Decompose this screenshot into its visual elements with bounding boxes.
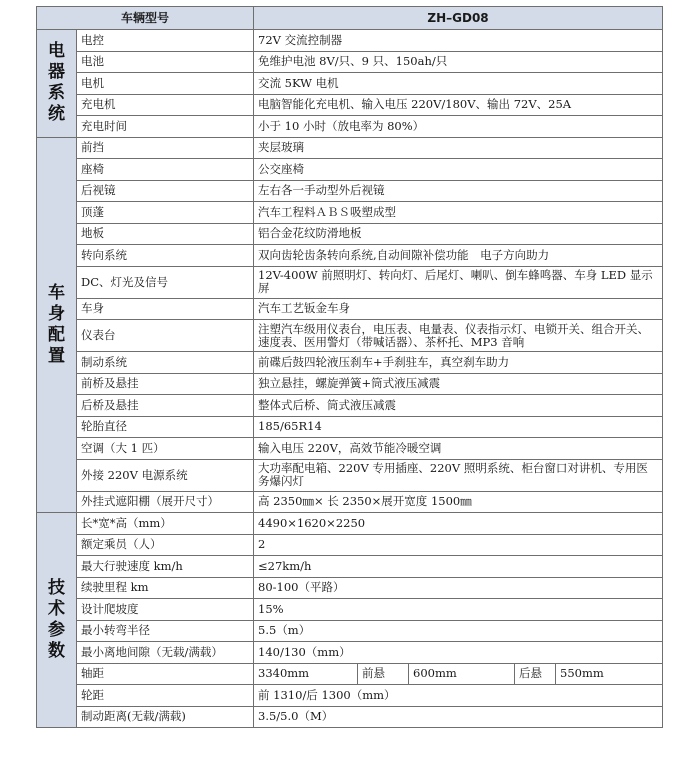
row-label: 制动距离(无载/满载): [77, 706, 254, 728]
row-value: 大功率配电箱、220V 专用插座、220V 照明系统、柜台窗口对讲机、专用医务爆闪灯: [254, 459, 663, 491]
table-row: [37, 620, 663, 642]
table-row: [37, 373, 663, 395]
row-label: 续驶里程 km: [77, 577, 254, 599]
row-label: 后视镜: [77, 180, 254, 202]
row-value: 前 1310/后 1300（mm）: [254, 685, 663, 707]
row-value: 双向齿轮齿条转向系统,自动间隙补偿功能 电子方向助力: [254, 245, 663, 267]
row-label: 轴距: [77, 663, 254, 685]
table-row: [37, 245, 663, 267]
row-label: 转向系统: [77, 245, 254, 267]
row-value: 夹层玻璃: [254, 137, 663, 159]
header-row: [37, 7, 663, 30]
table-row: [37, 320, 663, 352]
row-value: 12V-400W 前照明灯、转向灯、后尾灯、喇叭、倒车蜂鸣器、车身 LED 显示屏: [254, 266, 663, 298]
row-value: 整体式后桥、筒式液压减震: [254, 395, 663, 417]
row-label: 额定乘员（人）: [77, 534, 254, 556]
row-label: 电机: [77, 73, 254, 95]
table-row: [37, 266, 663, 298]
row-label: 地板: [77, 223, 254, 245]
table-row: [37, 298, 663, 320]
row-label: 充电机: [77, 94, 254, 116]
table-row: [37, 642, 663, 664]
table-row: [37, 137, 663, 159]
row-label: 电控: [77, 30, 254, 52]
table-row: [37, 438, 663, 460]
table-row: [37, 73, 663, 95]
row-value: 独立悬挂，螺旋弹簧+筒式液压减震: [254, 373, 663, 395]
row-value: 输入电压 220V，高效节能冷暖空调: [254, 438, 663, 460]
front-overhang-value: 600mm: [409, 663, 515, 685]
row-label: 空调（大 1 匹）: [77, 438, 254, 460]
row-value: 小于 10 小时（放电率为 80%）: [254, 116, 663, 138]
row-value: 铝合金花纹防滑地板: [254, 223, 663, 245]
row-label: 后桥及悬挂: [77, 395, 254, 417]
row-value: 前碟后鼓四轮液压刹车+手刹驻车，真空刹车助力: [254, 352, 663, 374]
row-label: 前桥及悬挂: [77, 373, 254, 395]
row-label: 前挡: [77, 137, 254, 159]
table-row: [37, 180, 663, 202]
row-label: 仪表台: [77, 320, 254, 352]
spec-table: [36, 6, 663, 728]
row-value: 15%: [254, 599, 663, 621]
row-label: 最大行驶速度 km/h: [77, 556, 254, 578]
row-value: 汽车工艺钣金车身: [254, 298, 663, 320]
table-row: [37, 159, 663, 181]
rear-overhang-label: 后悬: [515, 663, 556, 685]
row-label: 轮距: [77, 685, 254, 707]
row-label: 充电时间: [77, 116, 254, 138]
row-value: 交流 5KW 电机: [254, 73, 663, 95]
header-model: ZH–GD08: [254, 7, 663, 30]
row-value: 2: [254, 534, 663, 556]
table-row: [37, 459, 663, 491]
rear-overhang-value: 550mm: [556, 663, 663, 685]
table-row: [37, 116, 663, 138]
row-value: 80-100（平路）: [254, 577, 663, 599]
row-value: 3.5/5.0（M）: [254, 706, 663, 728]
row-value: 4490×1620×2250: [254, 513, 663, 535]
row-label: 制动系统: [77, 352, 254, 374]
row-value: 公交座椅: [254, 159, 663, 181]
row-value: 72V 交流控制器: [254, 30, 663, 52]
row-label: 设计爬坡度: [77, 599, 254, 621]
spec-sheet: [36, 6, 662, 728]
table-row: [37, 556, 663, 578]
row-value: 左右各一手动型外后视镜: [254, 180, 663, 202]
table-row: [37, 685, 663, 707]
table-row: [37, 223, 663, 245]
table-row: [37, 352, 663, 374]
row-label: 顶蓬: [77, 202, 254, 224]
row-label: 外挂式遮阳棚（展开尺寸）: [77, 491, 254, 513]
table-row: [37, 534, 663, 556]
table-row: [37, 491, 663, 513]
row-label: 车身: [77, 298, 254, 320]
row-value: 5.5（m）: [254, 620, 663, 642]
table-row: [37, 706, 663, 728]
table-row: [37, 416, 663, 438]
row-label: 轮胎直径: [77, 416, 254, 438]
header-label: 车辆型号: [37, 7, 254, 30]
row-value: 185/65R14: [254, 416, 663, 438]
group-body: 车 身 配 置: [37, 137, 77, 513]
row-label: 外接 220V 电源系统: [77, 459, 254, 491]
row-label: DC、灯光及信号: [77, 266, 254, 298]
row-value: 注塑汽车级用仪表台，电压表、电量表、仪表指示灯、电锁开关、组合开关、速度表、医用警灯（带喊话器）、茶杯托、MP3 音响: [254, 320, 663, 352]
row-value: 汽车工程料ＡＢＳ吸塑成型: [254, 202, 663, 224]
row-value: 电脑智能化充电机、输入电压 220V/180V、输出 72V、25A: [254, 94, 663, 116]
row-value: ≤27km/h: [254, 556, 663, 578]
table-row: [37, 599, 663, 621]
row-label: 最小转弯半径: [77, 620, 254, 642]
wheelbase-value: 3340mm: [254, 663, 358, 685]
table-row: [37, 94, 663, 116]
row-value: 免维护电池 8V/只、9 只、150ah/只: [254, 51, 663, 73]
wheelbase-row: [37, 663, 663, 685]
table-row: [37, 202, 663, 224]
table-row: [37, 51, 663, 73]
table-row: [37, 395, 663, 417]
table-row: [37, 513, 663, 535]
row-value: 高 2350㎜× 长 2350×展开宽度 1500㎜: [254, 491, 663, 513]
row-label: 最小离地间隙（无载/满载）: [77, 642, 254, 664]
table-row: [37, 577, 663, 599]
row-label: 电池: [77, 51, 254, 73]
row-label: 长*宽*高（mm）: [77, 513, 254, 535]
row-value: 140/130（mm）: [254, 642, 663, 664]
front-overhang-label: 前悬: [358, 663, 409, 685]
group-tech: 技 术 参 数: [37, 513, 77, 728]
group-electrical: 电 器 系 统: [37, 30, 77, 138]
row-label: 座椅: [77, 159, 254, 181]
table-row: [37, 30, 663, 52]
